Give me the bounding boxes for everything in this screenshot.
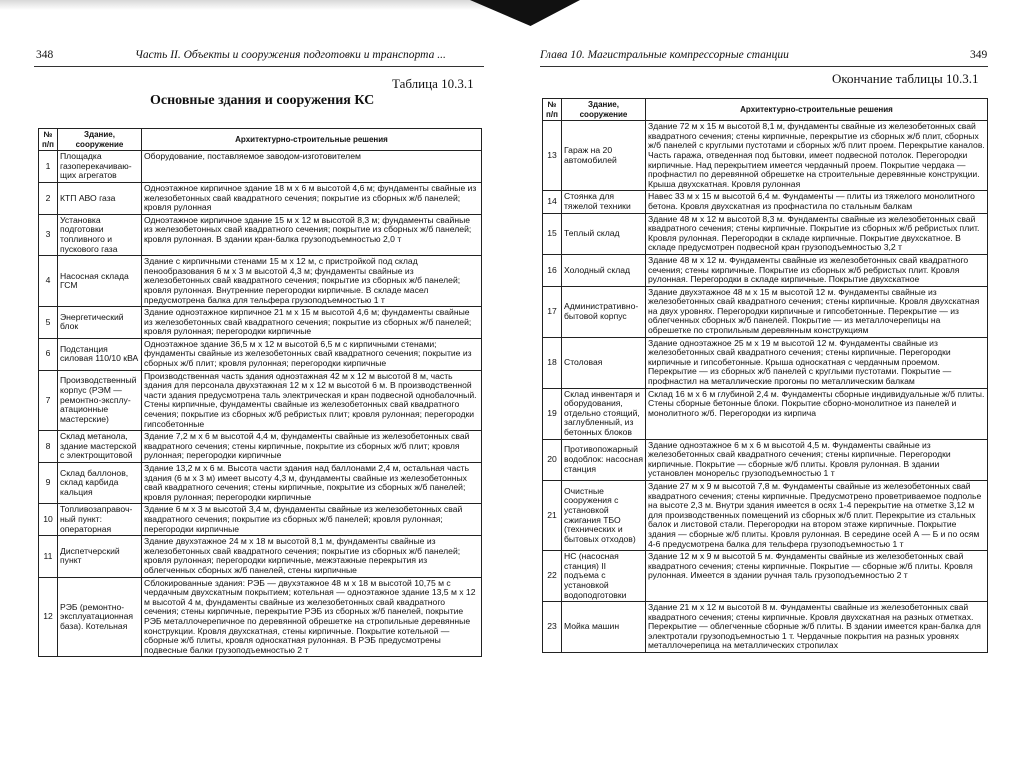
building-name: Топливозаправоч-ный пункт: операторная <box>58 504 142 536</box>
right-table-label: Окончание таблицы 10.3.1 <box>832 71 979 86</box>
table-row <box>543 602 988 653</box>
building-name: Производственный корпус (РЭМ — ремонтно-эксплу-атационные мастерские) <box>58 370 142 431</box>
construction-description: Производственная часть здания одноэтажная 42 м х 12 м высотой 8 м, часть здания для персонала двухэтажная 12 м х 12 м высотой 6 м. В производственной части здания предусмотрена таль электрическая и кран подвесной однобалочный. Стены кирпичные, фундаменты свайные из железобетонных свай квадратного сечения; покрытие из сборных ж/б ребристых плит; кровля рулонная; перегородки гипсобетонные <box>142 370 482 431</box>
table-row <box>543 286 988 337</box>
row-number: 4 <box>39 256 58 307</box>
row-number: 7 <box>39 370 58 431</box>
building-name: Гараж на 20 автомобилей <box>562 121 646 191</box>
building-name: Холодный склад <box>562 254 646 286</box>
building-name: Мойка машин <box>562 602 646 653</box>
left-table-title: Основные здания и сооружения КС <box>150 93 375 108</box>
construction-description: Склад 16 м х 6 м глубиной 2,4 м. Фундаменты сборные индивидуальные ж/б плиты. Стены сборные бетонные блоки. Покрытие сборно-монолитное из панелей и монолитного ж/б. Перегородки из кирпича <box>646 388 988 439</box>
building-name: НС (насосная станция) II подъема с установкой водоподготовки <box>562 551 646 602</box>
building-name: Склад инвентаря и оборудования, отдельно стоящий, заглубленный, из бетонных блоков <box>562 388 646 439</box>
construction-description: Одноэтажное здание 36,5 м х 12 м высотой 6,5 м с кирпичными стенами; фундаменты свайные из железобетонных свай квадратного сечения; покрытие из сборных ж/б плит; кровля рулонная; перегородки кирпичные <box>142 338 482 370</box>
row-number: 12 <box>39 577 58 657</box>
right-buildings-table <box>542 98 988 653</box>
table-row <box>543 551 988 602</box>
construction-description: Здание 48 м х 12 м. Фундаменты свайные из железобетонных свай квадратного сечения; стены кирпичные. Покрытие из сборных ж/б ребристых плит. Кровля рулонная. Перегородки в складе кирпичные. Покрытие двухскатное <box>646 254 988 286</box>
building-name: Склад баллонов, склад карбида кальция <box>58 463 142 504</box>
table-row <box>543 121 988 191</box>
row-number: 13 <box>543 121 562 191</box>
table-row <box>39 463 482 504</box>
construction-description: Здание 72 м х 15 м высотой 8,1 м, фундаменты свайные из железобетонных свай квадратного сечения; стены кирпичные, перекрытие из сборных ж/б плит, сборных ж/б панелей с круглыми пустотами и сборных ж/б плит проем. Перекрытие каналов. Часть гаража, отведенная под бытовки, имеет подвесной потолок. Перегородки кирпичные. Над перекрытием имеется чердачный проем. Покрытие чердака — профнастил по деревянной обрешетке на строительные деревянные конструкции. Крыша двухскатная. Кровля рулонная <box>646 121 988 191</box>
col-solutions-header: Архитектурно-строительные решения <box>142 129 482 151</box>
building-name: Административно-бытовой корпус <box>562 286 646 337</box>
col-solutions-header: Архитектурно-строительные решения <box>646 99 988 121</box>
building-name: КТП АВО газа <box>58 182 142 214</box>
building-name: Площадка газоперекачиваю-щих агрегатов <box>58 151 142 183</box>
row-number: 9 <box>39 463 58 504</box>
row-number: 3 <box>39 214 58 255</box>
left-buildings-table <box>38 128 482 657</box>
col-number-header: № п/п <box>39 129 58 151</box>
table-row <box>39 307 482 339</box>
construction-description: Здание двухэтажное 48 м х 15 м высотой 12 м. Фундаменты свайные из железобетонных свай квадратного сечения; стены кирпичные. Кровля двухскатная на двух уровнях. Перегородки кирпичные и гипсобетонные. Перекрытие — из облегченных сборных ж/б панелей. Покрытие — из металлочерепицы на обрешетке по стропильным деревянным конструкциям <box>646 286 988 337</box>
construction-description: Здание одноэтажное 25 м х 19 м высотой 12 м. Фундаменты свайные из железобетонных свай квадратного сечения; стены кирпичные. Перегородки кирпичные и гипсобетонные. Крыша односкатная с чердачным проемом. Перекрытие — из сборных ж/б панелей с круглыми пустотами. Покрытие — профнастил на металлические прогоны по металлическим балкам <box>646 337 988 388</box>
row-number: 10 <box>39 504 58 536</box>
table-row <box>39 182 482 214</box>
building-name: Очистные сооружения с установкой сжигания ТБО (технических и бытовых отходов) <box>562 480 646 550</box>
col-building-header: Здание, сооружение <box>58 129 142 151</box>
left-header-rule <box>34 66 484 67</box>
building-name: Диспетчерский пункт <box>58 536 142 577</box>
construction-description: Здание двухэтажное 24 м х 18 м высотой 8,1 м, фундаменты свайные из железобетонных свай квадратного сечения; покрытие из сборных ж/б панелей; кровля рулонная; перегородки кирпичные, межэтажные перекрытия из облегченных сборных ж/б панелей, стены кирпичные <box>142 536 482 577</box>
table-row <box>39 338 482 370</box>
table-row <box>39 151 482 183</box>
construction-description: Здание 21 м х 12 м высотой 8 м. Фундаменты свайные из железобетонных свай квадратного сечения; стены кирпичные. Кровля двухскатная на разных отметках. Перекрытие — облегченные сборные ж/б плиты. В здании имеется кран-балка для электротали грузоподъемностью 1 т. Чердачные покрытия на разных уровнях металлочерепица на металлических стропилах <box>646 602 988 653</box>
table-row <box>543 337 988 388</box>
table-row <box>543 388 988 439</box>
table-row <box>39 504 482 536</box>
table-row <box>39 536 482 577</box>
construction-description: Одноэтажное кирпичное здание 15 м х 12 м высотой 8,3 м; фундаменты свайные из железобетонных свай квадратного сечения; покрытие из сборных ж/б панелей; кровля рулонная. В здании кран-балка грузоподъемностью 2,0 т <box>142 214 482 255</box>
right-running-head: Глава 10. Магистральные компрессорные станции <box>540 49 789 61</box>
row-number: 2 <box>39 182 58 214</box>
table-row <box>39 256 482 307</box>
building-name: Склад метанола, здание мастерской с электрощитовой <box>58 431 142 463</box>
construction-description: Здание 6 м х 3 м высотой 3,4 м, фундаменты свайные из железобетонных свай квадратного сечения; покрытие из сборных ж/б панелей; кровля рулонная; перегородки кирпичные <box>142 504 482 536</box>
row-number: 21 <box>543 480 562 550</box>
table-row <box>39 431 482 463</box>
building-name: Стоянка для тяжелой техники <box>562 191 646 213</box>
building-name: Насосная склада ГСМ <box>58 256 142 307</box>
row-number: 5 <box>39 307 58 339</box>
col-number-header: № п/п <box>543 99 562 121</box>
construction-description: Оборудование, поставляемое заводом-изготовителем <box>142 151 482 183</box>
row-number: 18 <box>543 337 562 388</box>
construction-description: Здание 13,2 м х 6 м. Высота части здания над баллонами 2,4 м, остальная часть здания (6 м х 3 м) имеет высоту 4,3 м, фундаменты свайные из железобетонных свай квадратного сечения; стены кирпичные, покрытие из сборных ж/б панелей; кровля рулонная; перегородки кирпичные <box>142 463 482 504</box>
construction-description: Здание 27 м х 9 м высотой 7,8 м. Фундаменты свайные из железобетонных свай квадратного сечения; стены кирпичные. Предусмотрено проветриваемое подполье на высоте 2,3 м. Внутри здания имеется в осях 1-4 перекрытие на отметке 3,12 м для производственных помещений из сборных ж/б плит. Перекрытие из стальных балок и листовой стали. Перегородки на втором этаже кирпичные. Покрытие здания — сборные ж/б плиты. Кровля рулонная. В середине осей А — Б и по осям 4-6 предусмотрена балка для тельфера грузоподъемностью 1 т <box>646 480 988 550</box>
building-name: Теплый склад <box>562 213 646 254</box>
row-number: 15 <box>543 213 562 254</box>
right-header-rule <box>540 66 988 67</box>
row-number: 8 <box>39 431 58 463</box>
right-table-header-row <box>543 99 988 121</box>
building-name: Установка подготовки топливного и пускового газа <box>58 214 142 255</box>
row-number: 11 <box>39 536 58 577</box>
construction-description: Сблокированные здания: РЭБ — двухэтажное 48 м х 18 м высотой 10,75 м с чердачным двухскатным покрытием; котельная — одноэтажное здание 13,5 м х 12 м высотой 4 м, фундаменты свайные из железобетонных свай квадратного сечения; стены кирпичные, перекрытие РЭБ из сборных ж/б панелей, покрытие РЭБ металлочерепичное по деревянной обрешетке на стропильные деревянные конструкции. Кровля двухскатная, стены кирпичные. Покрытие котельной — сборные ж/б плиты, кровля односкатная рулонная. В РЭБ предусмотрены подвесные балки грузоподъемностью 2 т <box>142 577 482 657</box>
table-row <box>39 577 482 657</box>
row-number: 6 <box>39 338 58 370</box>
left-table-header-row <box>39 129 482 151</box>
construction-description: Здание одноэтажное кирпичное 21 м х 15 м высотой 4,6 м; фундаменты свайные из железобетонных свай квадратного сечения; покрытие из сборных ж/б панелей; кровля рулонная; перегородки кирпичные <box>142 307 482 339</box>
building-name: Противопожарный водоблок: насосная станция <box>562 439 646 480</box>
row-number: 22 <box>543 551 562 602</box>
table-row <box>543 213 988 254</box>
table-row <box>39 214 482 255</box>
right-page-number: 349 <box>970 49 988 61</box>
left-page-number: 348 <box>36 49 54 61</box>
construction-description: Одноэтажное кирпичное здание 18 м х 6 м высотой 4,6 м; фундаменты свайные из железобетонных свай квадратного сечения; покрытие из сборных ж/б панелей; кровля рулонная <box>142 182 482 214</box>
row-number: 23 <box>543 602 562 653</box>
row-number: 19 <box>543 388 562 439</box>
construction-description: Здание с кирпичными стенами 15 м х 12 м, с пристройкой под склад пенообразования 6 м х 3 м высотой 4,3 м; фундаменты свайные из железобетонных свай квадратного сечения; покрытие из сборных ж/б панелей; кровля рулонная. Внутренние перегородки кирпичные. В складе масел предусмотрена балка для тельфера грузоподъемностью 1 т <box>142 256 482 307</box>
construction-description: Навес 33 м х 15 м высотой 6,4 м. Фундаменты — плиты из тяжелого монолитного бетона. Кровля двухскатная из профнастила по стальным балкам <box>646 191 988 213</box>
col-building-header: Здание, сооружение <box>562 99 646 121</box>
left-table-label: Таблица 10.3.1 <box>392 76 474 91</box>
table-row <box>543 254 988 286</box>
row-number: 20 <box>543 439 562 480</box>
left-running-head: Часть II. Объекты и сооружения подготовки и транспорта ... <box>135 49 446 61</box>
right-page <box>510 0 1019 763</box>
building-name: РЭБ (ремонтно-эксплуатационная база). Котельная <box>58 577 142 657</box>
construction-description: Здание 12 м х 9 м высотой 5 м. Фундаменты свайные из железобетонных свай квадратного сечения; стены кирпичные. Покрытие — сборные ж/б плиты. Кровля рулонная. Имеется в здании ручная таль грузоподъемностью 2 т <box>646 551 988 602</box>
table-row <box>543 191 988 213</box>
construction-description: Здание 7,2 м х 6 м высотой 4,4 м, фундаменты свайные из железобетонных свай квадратного сечения; стены кирпичные, покрытие из сборных ж/б плит; кровля рулонная; перегородки кирпичные <box>142 431 482 463</box>
table-row <box>543 480 988 550</box>
construction-description: Здание одноэтажное 6 м х 6 м высотой 4,5 м. Фундаменты свайные из железобетонных свай квадратного сечения; стены кирпичные. Перегородки кирпичные. Покрытие — сборные ж/б плиты. Кровля рулонная. В здании установлен монорельс грузоподъемностью 1 т <box>646 439 988 480</box>
table-row <box>543 439 988 480</box>
row-number: 16 <box>543 254 562 286</box>
row-number: 17 <box>543 286 562 337</box>
building-name: Энергетический блок <box>58 307 142 339</box>
table-row <box>39 370 482 431</box>
building-name: Подстанция силовая 110/10 кВА <box>58 338 142 370</box>
row-number: 14 <box>543 191 562 213</box>
construction-description: Здание 48 м х 12 м высотой 8,3 м. Фундаменты свайные из железобетонных свай квадратного сечения; стены кирпичные. Покрытие из сборных ж/б ребристых плит. Кровля рулонная. Перегородки в складе кирпичные. Покрытие двухскатное. В складе предусмотрен подвесной кран грузоподъемностью 3,2 т <box>646 213 988 254</box>
building-name: Столовая <box>562 337 646 388</box>
row-number: 1 <box>39 151 58 183</box>
